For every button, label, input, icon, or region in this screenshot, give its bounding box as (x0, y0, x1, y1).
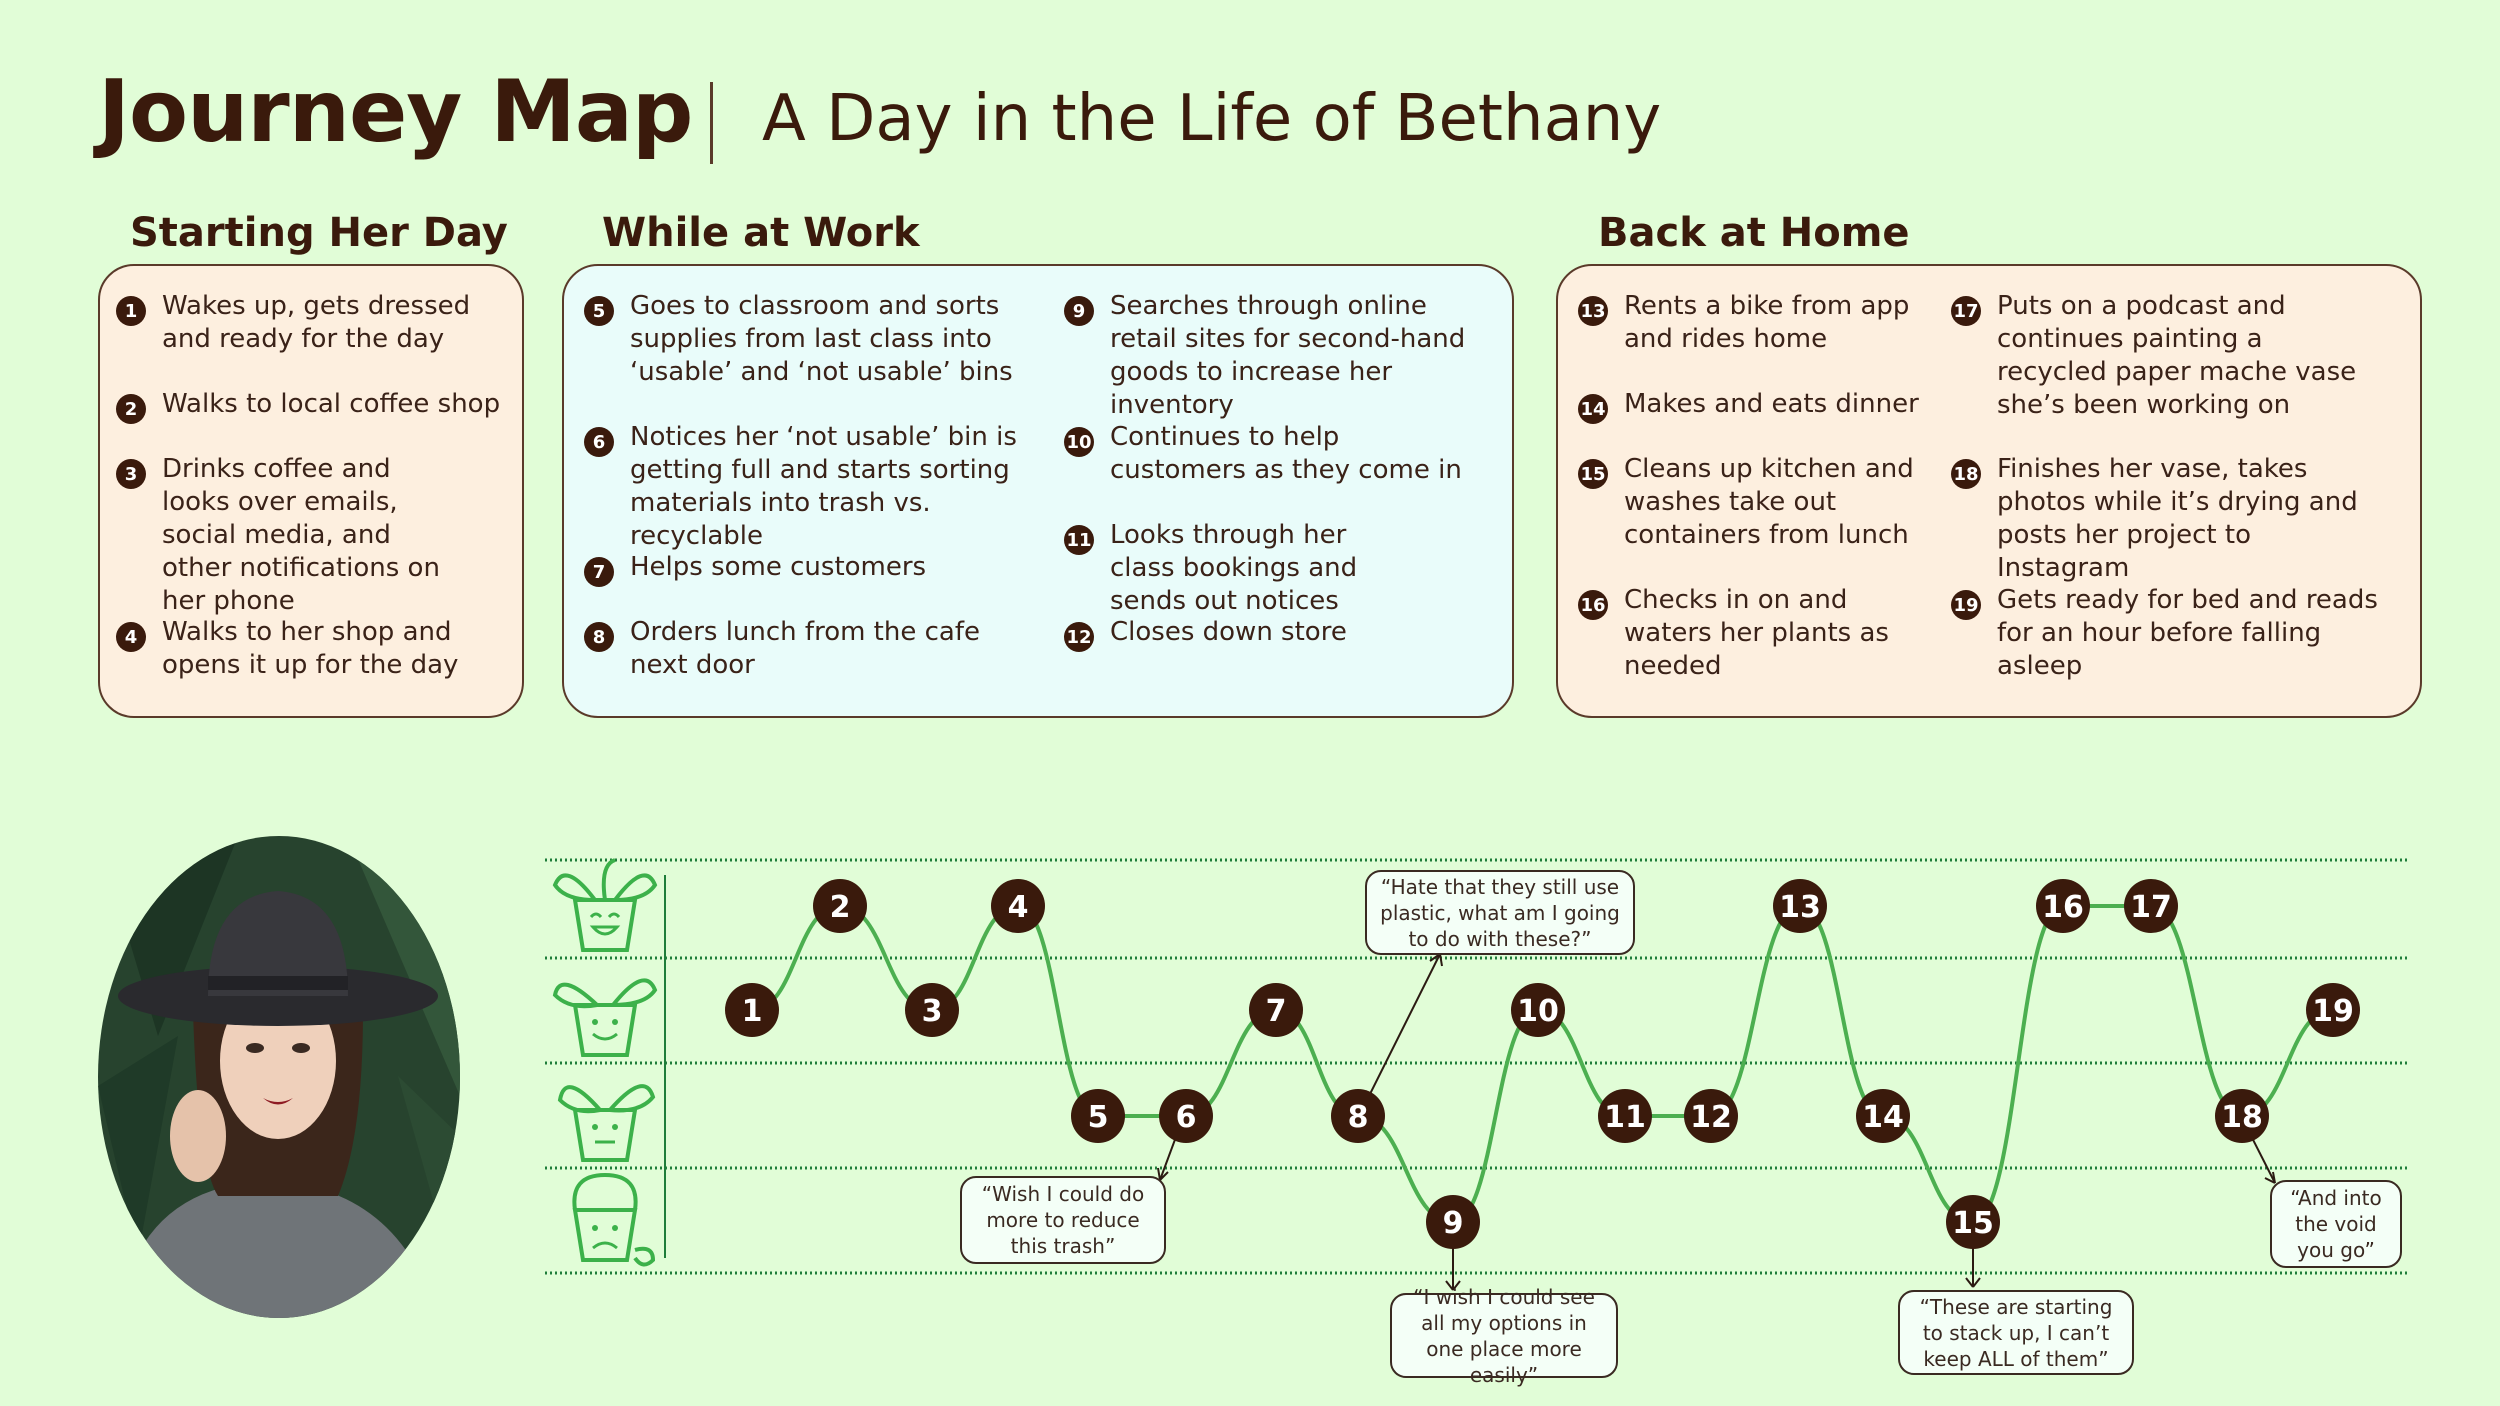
step-number-badge: 16 (1578, 590, 1608, 620)
journey-point-label: 6 (1175, 1100, 1197, 1135)
step-text: Looks through her class bookings and sends out notices (1110, 520, 1358, 616)
journey-point-label: 14 (1862, 1100, 1904, 1135)
sad-plant-face-icon (574, 1175, 653, 1265)
journey-point-5 (1071, 1089, 1125, 1143)
section-heading-starting: Starting Her Day (130, 210, 508, 256)
journey-point-label: 1 (741, 994, 763, 1029)
journey-point-4 (991, 879, 1045, 933)
journey-point-7 (1249, 983, 1303, 1037)
step-number-badge: 7 (584, 557, 614, 587)
step-text: Continues to help customers as they come in (1110, 422, 1462, 485)
step-number-badge: 5 (584, 296, 614, 326)
neutral-plant-face-icon (560, 1086, 653, 1160)
journey-point-9 (1426, 1195, 1480, 1249)
step-text: Gets ready for bed and reads for an hour before falling asleep (1997, 585, 2378, 681)
section-heading-work: While at Work (602, 210, 920, 256)
step-text: Walks to her shop and opens it up for the day (162, 617, 459, 680)
section-heading-home: Back at Home (1598, 210, 1910, 256)
journey-point-label: 15 (1952, 1206, 1994, 1241)
step-number-badge: 14 (1578, 394, 1608, 424)
journey-point-10 (1511, 983, 1565, 1037)
step-number-badge: 19 (1951, 590, 1981, 620)
page-title: Journey Map (98, 62, 693, 162)
step-number-badge: 12 (1064, 622, 1094, 652)
step-number-badge: 13 (1578, 296, 1608, 326)
journey-point-3 (905, 983, 959, 1037)
step-text: Cleans up kitchen and washes take out containers from lunch (1624, 454, 1914, 550)
quote-bubble: “I wish I could see all my options in one place more easily” (1390, 1293, 1618, 1378)
journey-point-label: 9 (1442, 1206, 1464, 1241)
journey-point-label: 16 (2042, 890, 2084, 925)
step-text: Closes down store (1110, 617, 1347, 647)
step-number-badge: 3 (116, 459, 146, 489)
journey-point-18 (2215, 1089, 2269, 1143)
step-text: Orders lunch from the cafe next door (630, 617, 980, 680)
step-number-badge: 4 (116, 622, 146, 652)
quote-bubble: “And into the void you go” (2270, 1180, 2402, 1268)
journey-point-label: 17 (2130, 890, 2172, 925)
journey-point-12 (1684, 1089, 1738, 1143)
journey-point-label: 8 (1347, 1100, 1369, 1135)
journey-point-label: 18 (2221, 1100, 2263, 1135)
step-number-badge: 6 (584, 427, 614, 457)
step-number-badge: 1 (116, 296, 146, 326)
step-text: Goes to classroom and sorts supplies from last class into ‘usable’ and ‘not usable’ bins (630, 291, 1013, 387)
journey-point-16 (2036, 879, 2090, 933)
step-number-badge: 9 (1064, 296, 1094, 326)
happy-plant-face-icon (555, 980, 655, 1055)
journey-point-8 (1331, 1089, 1385, 1143)
journey-point-13 (1773, 879, 1827, 933)
journey-point-19 (2306, 983, 2360, 1037)
journey-point-label: 12 (1690, 1100, 1732, 1135)
journey-point-label: 2 (829, 890, 851, 925)
journey-point-2 (813, 879, 867, 933)
step-number-badge: 18 (1951, 459, 1981, 489)
journey-point-6 (1159, 1089, 1213, 1143)
journey-point-17 (2124, 879, 2178, 933)
step-text: Searches through online retail sites for second-hand goods to increase her inventory (1110, 291, 1466, 420)
step-text: Makes and eats dinner (1624, 389, 1919, 419)
step-number-badge: 15 (1578, 459, 1608, 489)
step-text: Checks in on and waters her plants as needed (1624, 585, 1889, 681)
journey-point-1 (725, 983, 779, 1037)
step-number-badge: 8 (584, 622, 614, 652)
quote-bubble: “Hate that they still use plastic, what am I going to do with these?” (1365, 870, 1635, 955)
journey-point-15 (1946, 1195, 2000, 1249)
step-number-badge: 10 (1064, 427, 1094, 457)
step-text: Drinks coffee and looks over emails, social media, and other notifications on her phone (162, 454, 440, 616)
step-text: Finishes her vase, takes photos while it’s drying and posts her project to Instagram (1997, 454, 2358, 583)
journey-point-label: 3 (921, 994, 943, 1029)
step-text: Rents a bike from app and rides home (1624, 291, 1910, 354)
quote-bubble: “These are starting to stack up, I can’t keep ALL of them” (1898, 1290, 2134, 1375)
journey-point-label: 19 (2312, 994, 2354, 1029)
journey-point-label: 10 (1517, 994, 1559, 1029)
page-subtitle: A Day in the Life of Bethany (762, 82, 1662, 156)
step-number-badge: 2 (116, 394, 146, 424)
journey-point-label: 4 (1007, 890, 1029, 925)
step-text: Puts on a podcast and continues painting a recycled paper mache vase she’s been working on (1997, 291, 2357, 420)
journey-point-label: 5 (1087, 1100, 1109, 1135)
step-text: Notices her ‘not usable’ bin is getting full and starts sorting materials into trash vs. recyclable (630, 422, 1017, 551)
step-text: Walks to local coffee shop (162, 389, 501, 419)
very-happy-plant-face-icon (555, 860, 655, 950)
journey-point-11 (1598, 1089, 1652, 1143)
journey-point-label: 11 (1604, 1100, 1646, 1135)
journey-point-label: 13 (1779, 890, 1821, 925)
journey-point-14 (1856, 1089, 1910, 1143)
step-number-badge: 11 (1064, 525, 1094, 555)
step-text: Helps some customers (630, 552, 927, 582)
journey-point-label: 7 (1265, 994, 1287, 1029)
step-text: Wakes up, gets dressed and ready for the day (162, 291, 471, 354)
quote-bubble: “Wish I could do more to reduce this trash” (960, 1176, 1166, 1264)
step-number-badge: 17 (1951, 296, 1981, 326)
